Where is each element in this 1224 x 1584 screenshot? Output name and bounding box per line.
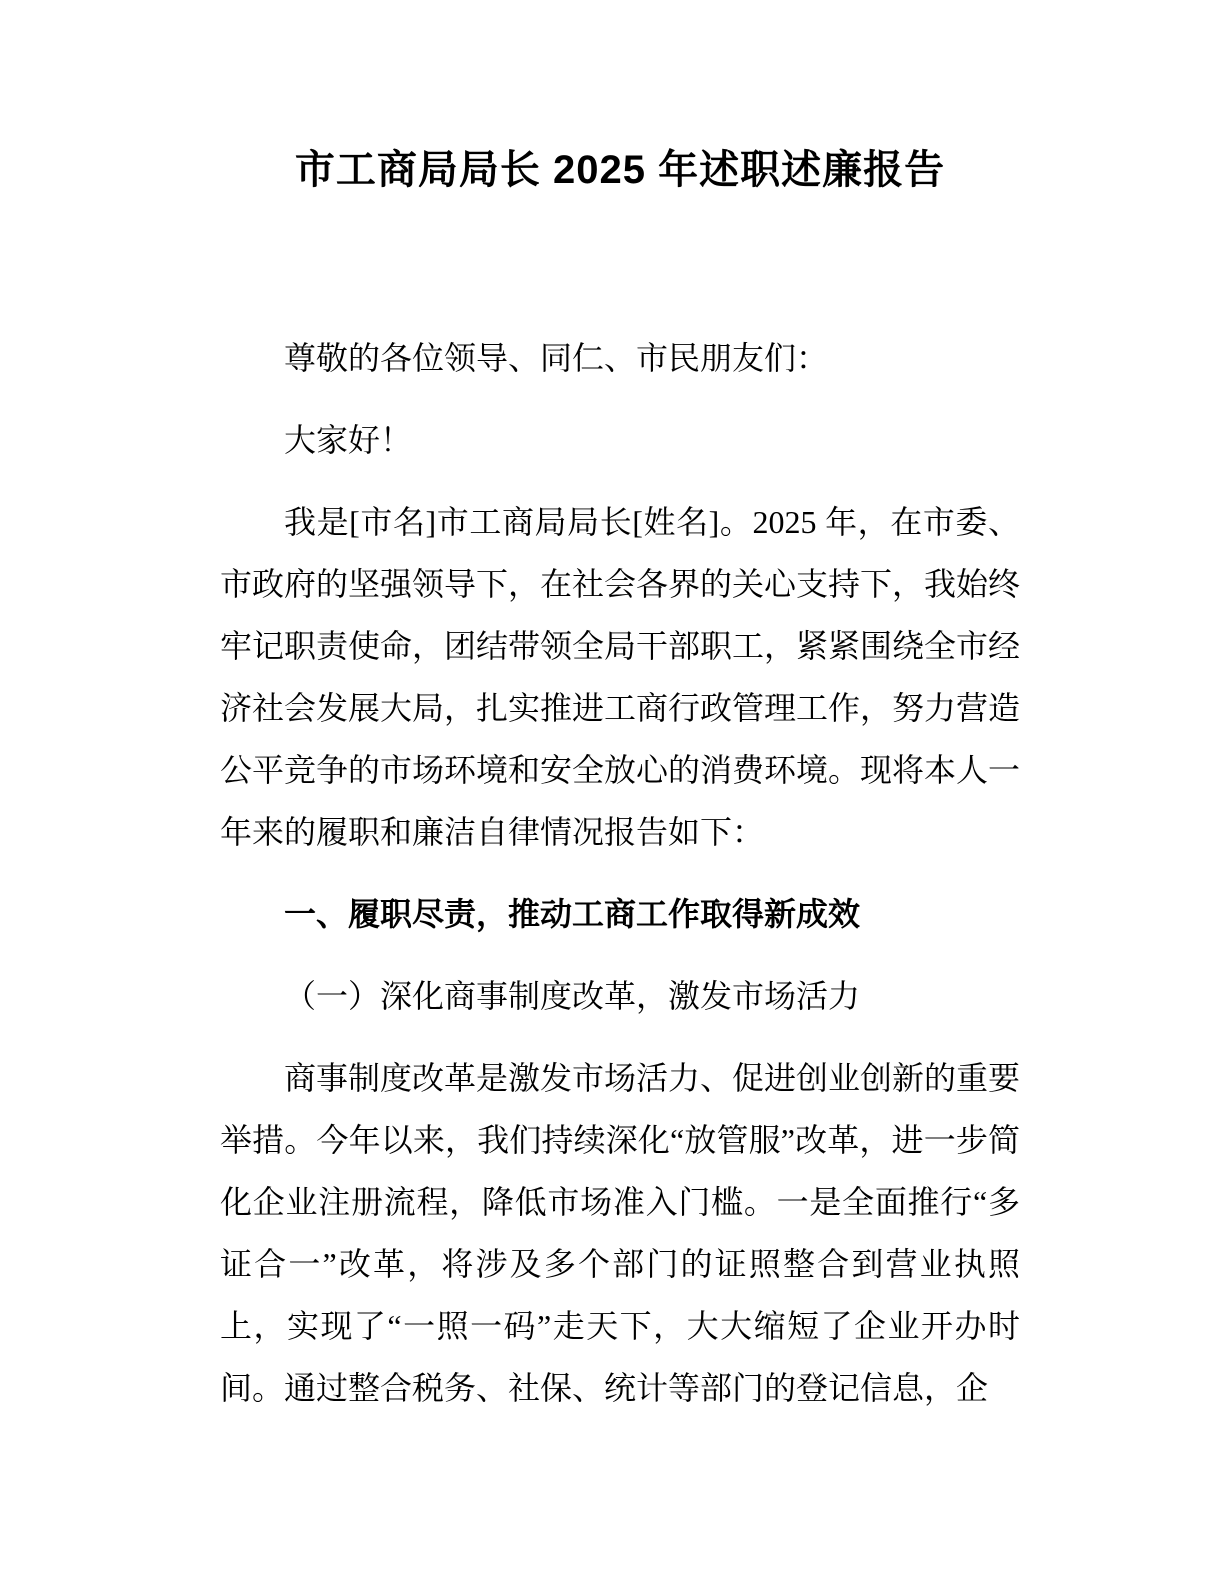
section-heading-1: 一、履职尽责，推动工商工作取得新成效 (284, 896, 861, 932)
document-title: 市工商局局长 2025 年述职述廉报告 (294, 148, 946, 192)
intro-paragraph: 我是[市名]市工商局局长[姓名]。2025 年，在市委、市政府的坚强领导下，在社会各界的关心支持下，我始终牢记职责使命，团结带领全局干部职工，紧紧围绕全市经济社会发展大局，扎实推进工商行政管理工作，努力营造公平竞争的市场环境和安全放心的消费环境。现将本人一年来的履职和廉洁自律情况报告如下： (220, 504, 1021, 850)
salutation-line: 尊敬的各位领导、同仁、市民朋友们： (284, 340, 829, 376)
greeting-line: 大家好！ (284, 422, 413, 458)
body-paragraph-commercial-reform: 商事制度改革是激发市场活力、促进创业创新的重要举措。今年以来，我们持续深化“放管服”改革，进一步简化企业注册流程，降低市场准入门槛。一是全面推行“多证合一”改革，将涉及多个部门的证照整合到营业执照上，实现了“一照一码”走天下，大大缩短了企业开办时间。通过整合税务、社保、统计等部门的登记信息，企 (220, 1060, 1021, 1406)
subsection-heading-1-1: （一）深化商事制度改革，激发市场活力 (284, 978, 861, 1014)
